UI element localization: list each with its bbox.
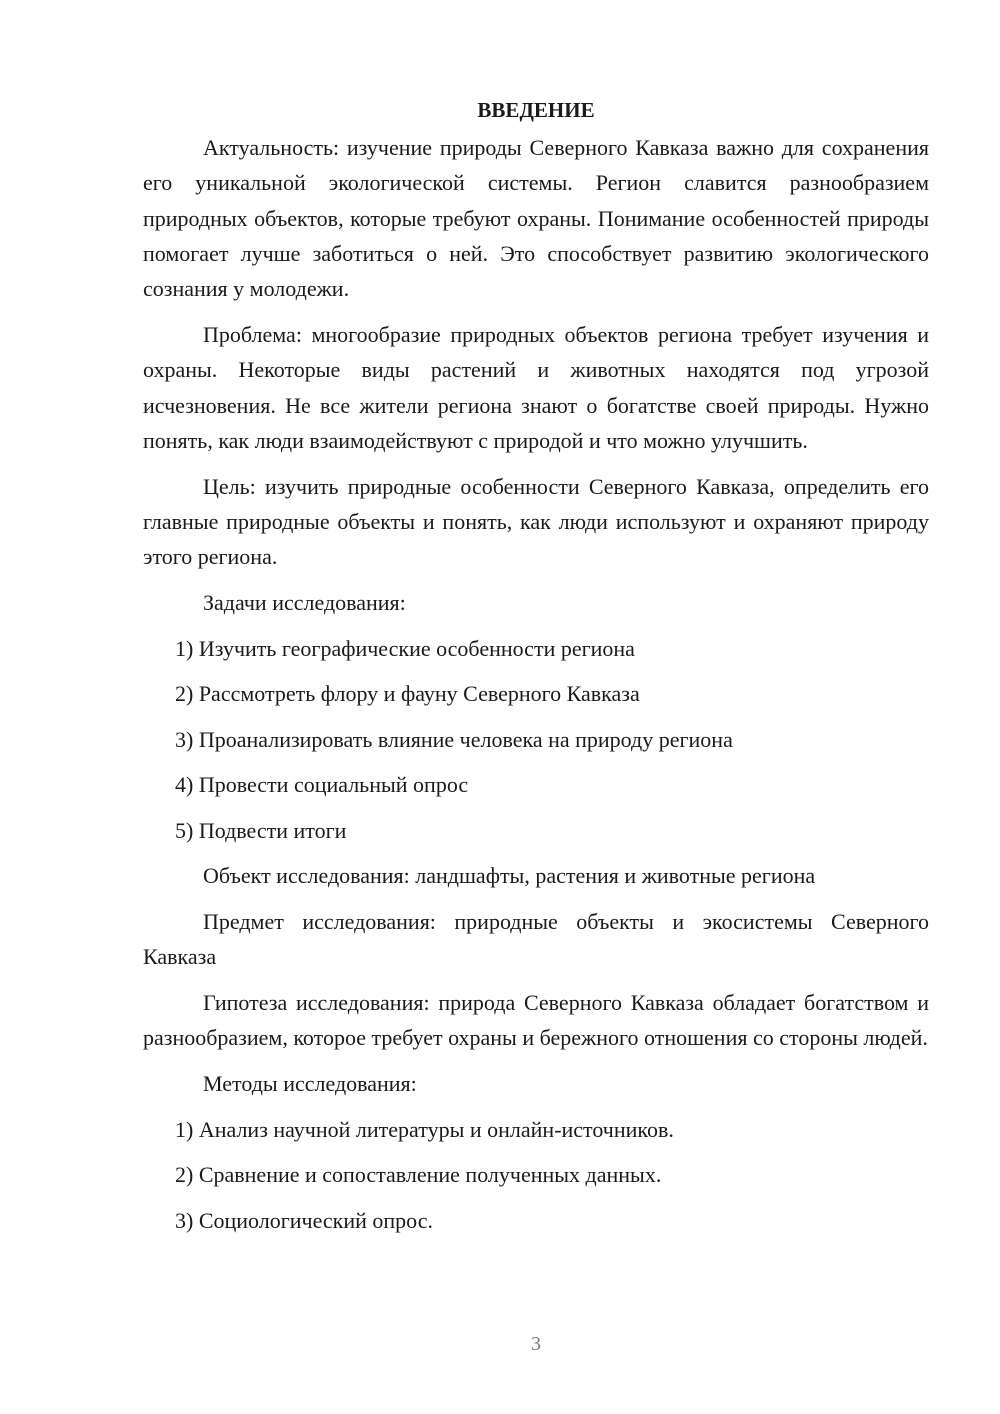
object-paragraph: Объект исследования: ландшафты, растения и животные региона [203,863,816,889]
list-item: 2) Сравнение и сопоставление полученных данных. [175,1162,662,1188]
methods-list [143,1112,929,1238]
list-item: 3) Проанализировать влияние человека на природу региона [175,726,733,752]
list-item: 5) Подвести итоги [175,817,347,843]
list-item: 3) Социологический опрос. [175,1207,433,1233]
methods-heading: Методы исследования: [203,1071,417,1097]
relevance-paragraph: Актуальность: изучение природы Северного Кавказа важно для сохранения его уникальной экологической системы. Регион славится разнообразием природных объектов, которые требуют охраны. Понимание особенностей природы помогает лучше заботиться о ней. Это способствует развитию экологического сознания у молодежи. [143,135,929,302]
document-page [143,90,929,1248]
section-title: ВВЕДЕНИЕ [477,98,595,122]
list-item: 1) Анализ научной литературы и онлайн-источников. [175,1116,674,1142]
hypothesis-paragraph: Гипотеза исследования: природа Северного Кавказа обладает богатством и разнообразием, которое требует охраны и бережного отношения со стороны людей. [143,989,929,1051]
list-item: 1) Изучить географические особенности региона [175,635,635,661]
list-item: 4) Провести социальный опрос [175,772,469,798]
list-item: 2) Рассмотреть флору и фауну Северного Кавказа [175,681,640,707]
page-number: 3 [531,1333,541,1355]
tasks-heading: Задачи исследования: [203,590,406,616]
subject-paragraph: Предмет исследования: природные объекты и экосистемы Северного Кавказа [143,908,929,970]
tasks-list [143,631,929,848]
problem-paragraph: Проблема: многообразие природных объектов региона требует изучения и охраны. Некоторые виды растений и животных находятся под угрозой исчезновения. Не все жители региона знают о богатстве своей природы. Нужно понять, как люди взаимодействуют с природой и что можно улучшить. [143,321,929,453]
goal-paragraph: Цель: изучить природные особенности Северного Кавказа, определить его главные природные объекты и понять, как люди используют и охраняют природу этого региона. [143,473,929,570]
